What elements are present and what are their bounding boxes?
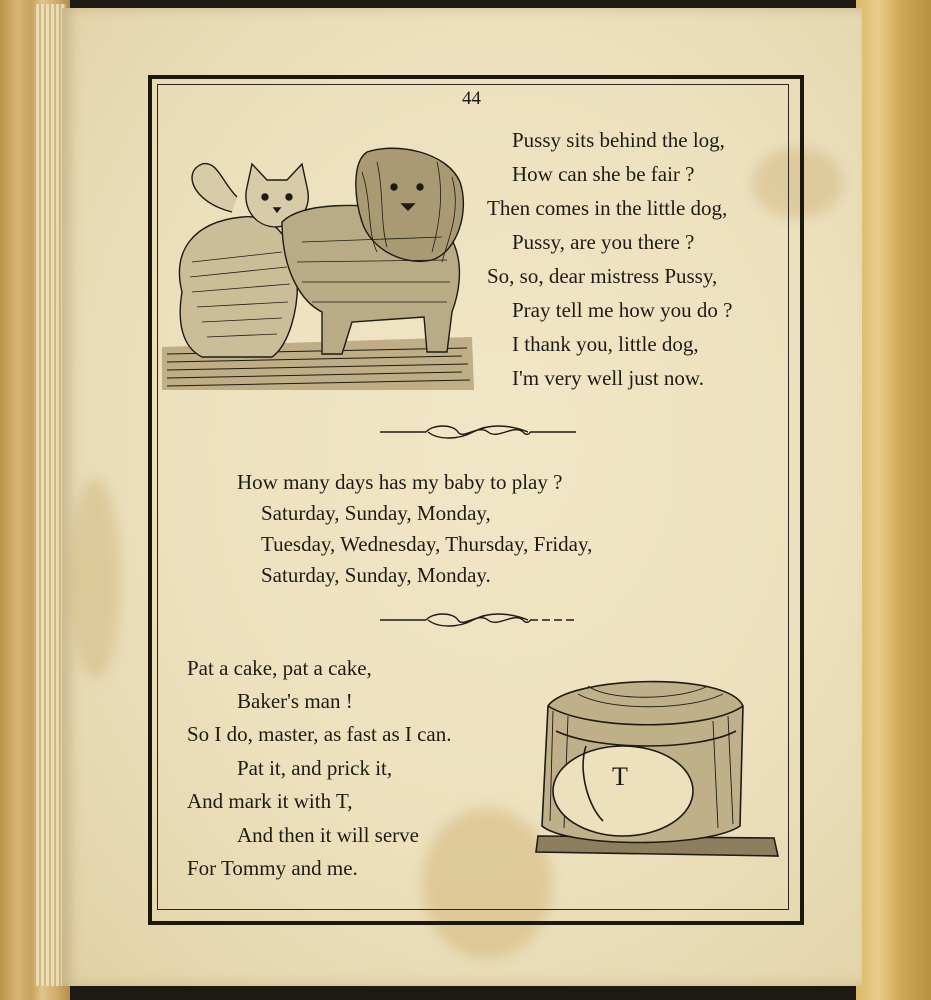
verse-line: Pat a cake, pat a cake,	[187, 656, 372, 680]
ornament-divider-icon	[378, 420, 578, 444]
verse-line: Pussy, are you there ?	[512, 230, 695, 254]
verse-line: So, so, dear mistress Pussy,	[487, 264, 718, 288]
verse-line: How many days has my baby to play ?	[237, 470, 563, 494]
verse-line: I thank you, little dog,	[512, 332, 699, 356]
verse-line: Tuesday, Wednesday, Thursday, Friday,	[261, 532, 593, 556]
book-right-edge	[856, 0, 931, 1000]
verse-line: Then comes in the little dog,	[487, 196, 728, 220]
verse-line: Pussy sits behind the log,	[512, 128, 725, 152]
verse-line: Pray tell me how you do ?	[512, 298, 733, 322]
cake-woodcut-icon	[528, 676, 784, 866]
verse-line: Saturday, Sunday, Monday.	[261, 563, 491, 587]
verse-line: I'm very well just now.	[512, 366, 704, 390]
verse-line: Baker's man !	[237, 689, 353, 713]
verse-line: Pat it, and prick it,	[237, 756, 393, 780]
verse-line: And then it will serve	[237, 823, 419, 847]
ornament-divider-icon	[378, 608, 578, 632]
verse-line: For Tommy and me.	[187, 856, 358, 880]
page-number: 44	[462, 88, 481, 109]
verse-line: How can she be fair ?	[512, 162, 695, 186]
cake-mark-letter: T	[612, 762, 628, 791]
verse-line: And mark it with T,	[187, 789, 353, 813]
verse-line: Saturday, Sunday, Monday,	[261, 501, 491, 525]
verse-line: So I do, master, as fast as I can.	[187, 722, 452, 746]
cat-and-dog-woodcut-icon	[162, 142, 477, 392]
